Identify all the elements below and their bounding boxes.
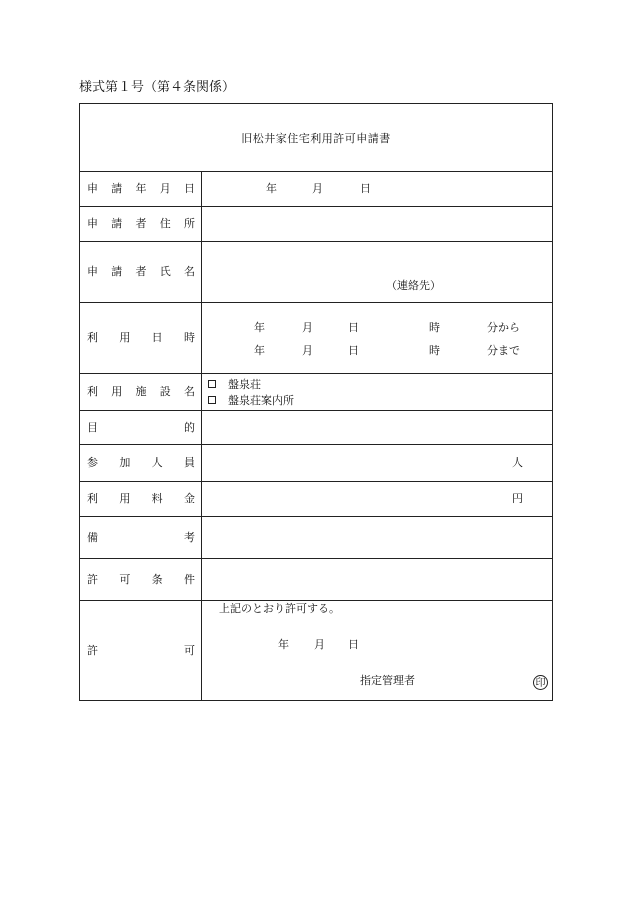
yen-unit: 円 [512,492,523,505]
end-day-mark: 日 [348,344,359,357]
label-remarks: 備 考 [80,517,202,559]
checkbox-icon[interactable] [208,380,216,388]
form-number: 様式第１号（第４条関係） [79,80,236,95]
checkbox-icon[interactable] [208,396,216,404]
facility-option-bansenso[interactable]: 盤泉荘 [202,376,552,392]
label-permission: 許 可 [80,601,202,701]
start-month-mark: 月 [302,321,313,334]
permission-statement: 上記のとおり許可する。 [219,602,340,615]
label-purpose: 目 的 [80,411,202,445]
label-application-date: 申 請 年 月 日 [80,172,202,207]
month-mark: 月 [312,182,323,195]
application-form-table [79,103,553,701]
label-usage-fee: 利 用 料 金 [80,482,202,517]
form-title: 旧松井家住宅利用許可申請書 [241,131,391,145]
contact-label: （連絡先） [386,279,441,292]
participants-field[interactable] [202,445,553,482]
applicant-name-field[interactable] [202,242,553,303]
application-date-field[interactable] [202,172,553,207]
purpose-field[interactable] [202,411,553,445]
day-mark: 日 [360,182,371,195]
label-usage-datetime: 利 用 日 時 [80,303,202,374]
people-unit: 人 [512,456,523,469]
end-month-mark: 月 [302,344,313,357]
start-hour-mark: 時 [429,321,440,334]
remarks-field[interactable] [202,517,553,559]
facility-name-field [202,374,553,411]
start-year-mark: 年 [254,321,265,334]
start-from-mark: 分から [487,321,520,334]
permission-field [202,601,553,701]
label-participants: 参 加 人 員 [80,445,202,482]
label-applicant-address: 申 請 者 住 所 [80,207,202,242]
designated-manager-label: 指定管理者 [360,674,415,687]
seal-icon: 印 [533,675,548,690]
applicant-address-field[interactable] [202,207,553,242]
year-mark: 年 [266,182,277,195]
end-hour-mark: 時 [429,344,440,357]
start-day-mark: 日 [348,321,359,334]
form-title-cell [80,104,553,172]
end-until-mark: 分まで [487,344,520,357]
usage-datetime-field[interactable] [202,303,553,374]
usage-fee-field[interactable] [202,482,553,517]
facility-option-bansenso-information[interactable]: 盤泉荘案内所 [202,392,552,408]
label-applicant-name: 申 請 者 氏 名 [80,242,202,303]
label-permit-conditions: 許 可 条 件 [80,559,202,601]
permission-month-mark: 月 [314,638,325,651]
permission-year-mark: 年 [278,638,289,651]
label-facility-name: 利 用 施 設 名 [80,374,202,411]
end-year-mark: 年 [254,344,265,357]
permission-day-mark: 日 [348,638,359,651]
permit-conditions-field[interactable] [202,559,553,601]
